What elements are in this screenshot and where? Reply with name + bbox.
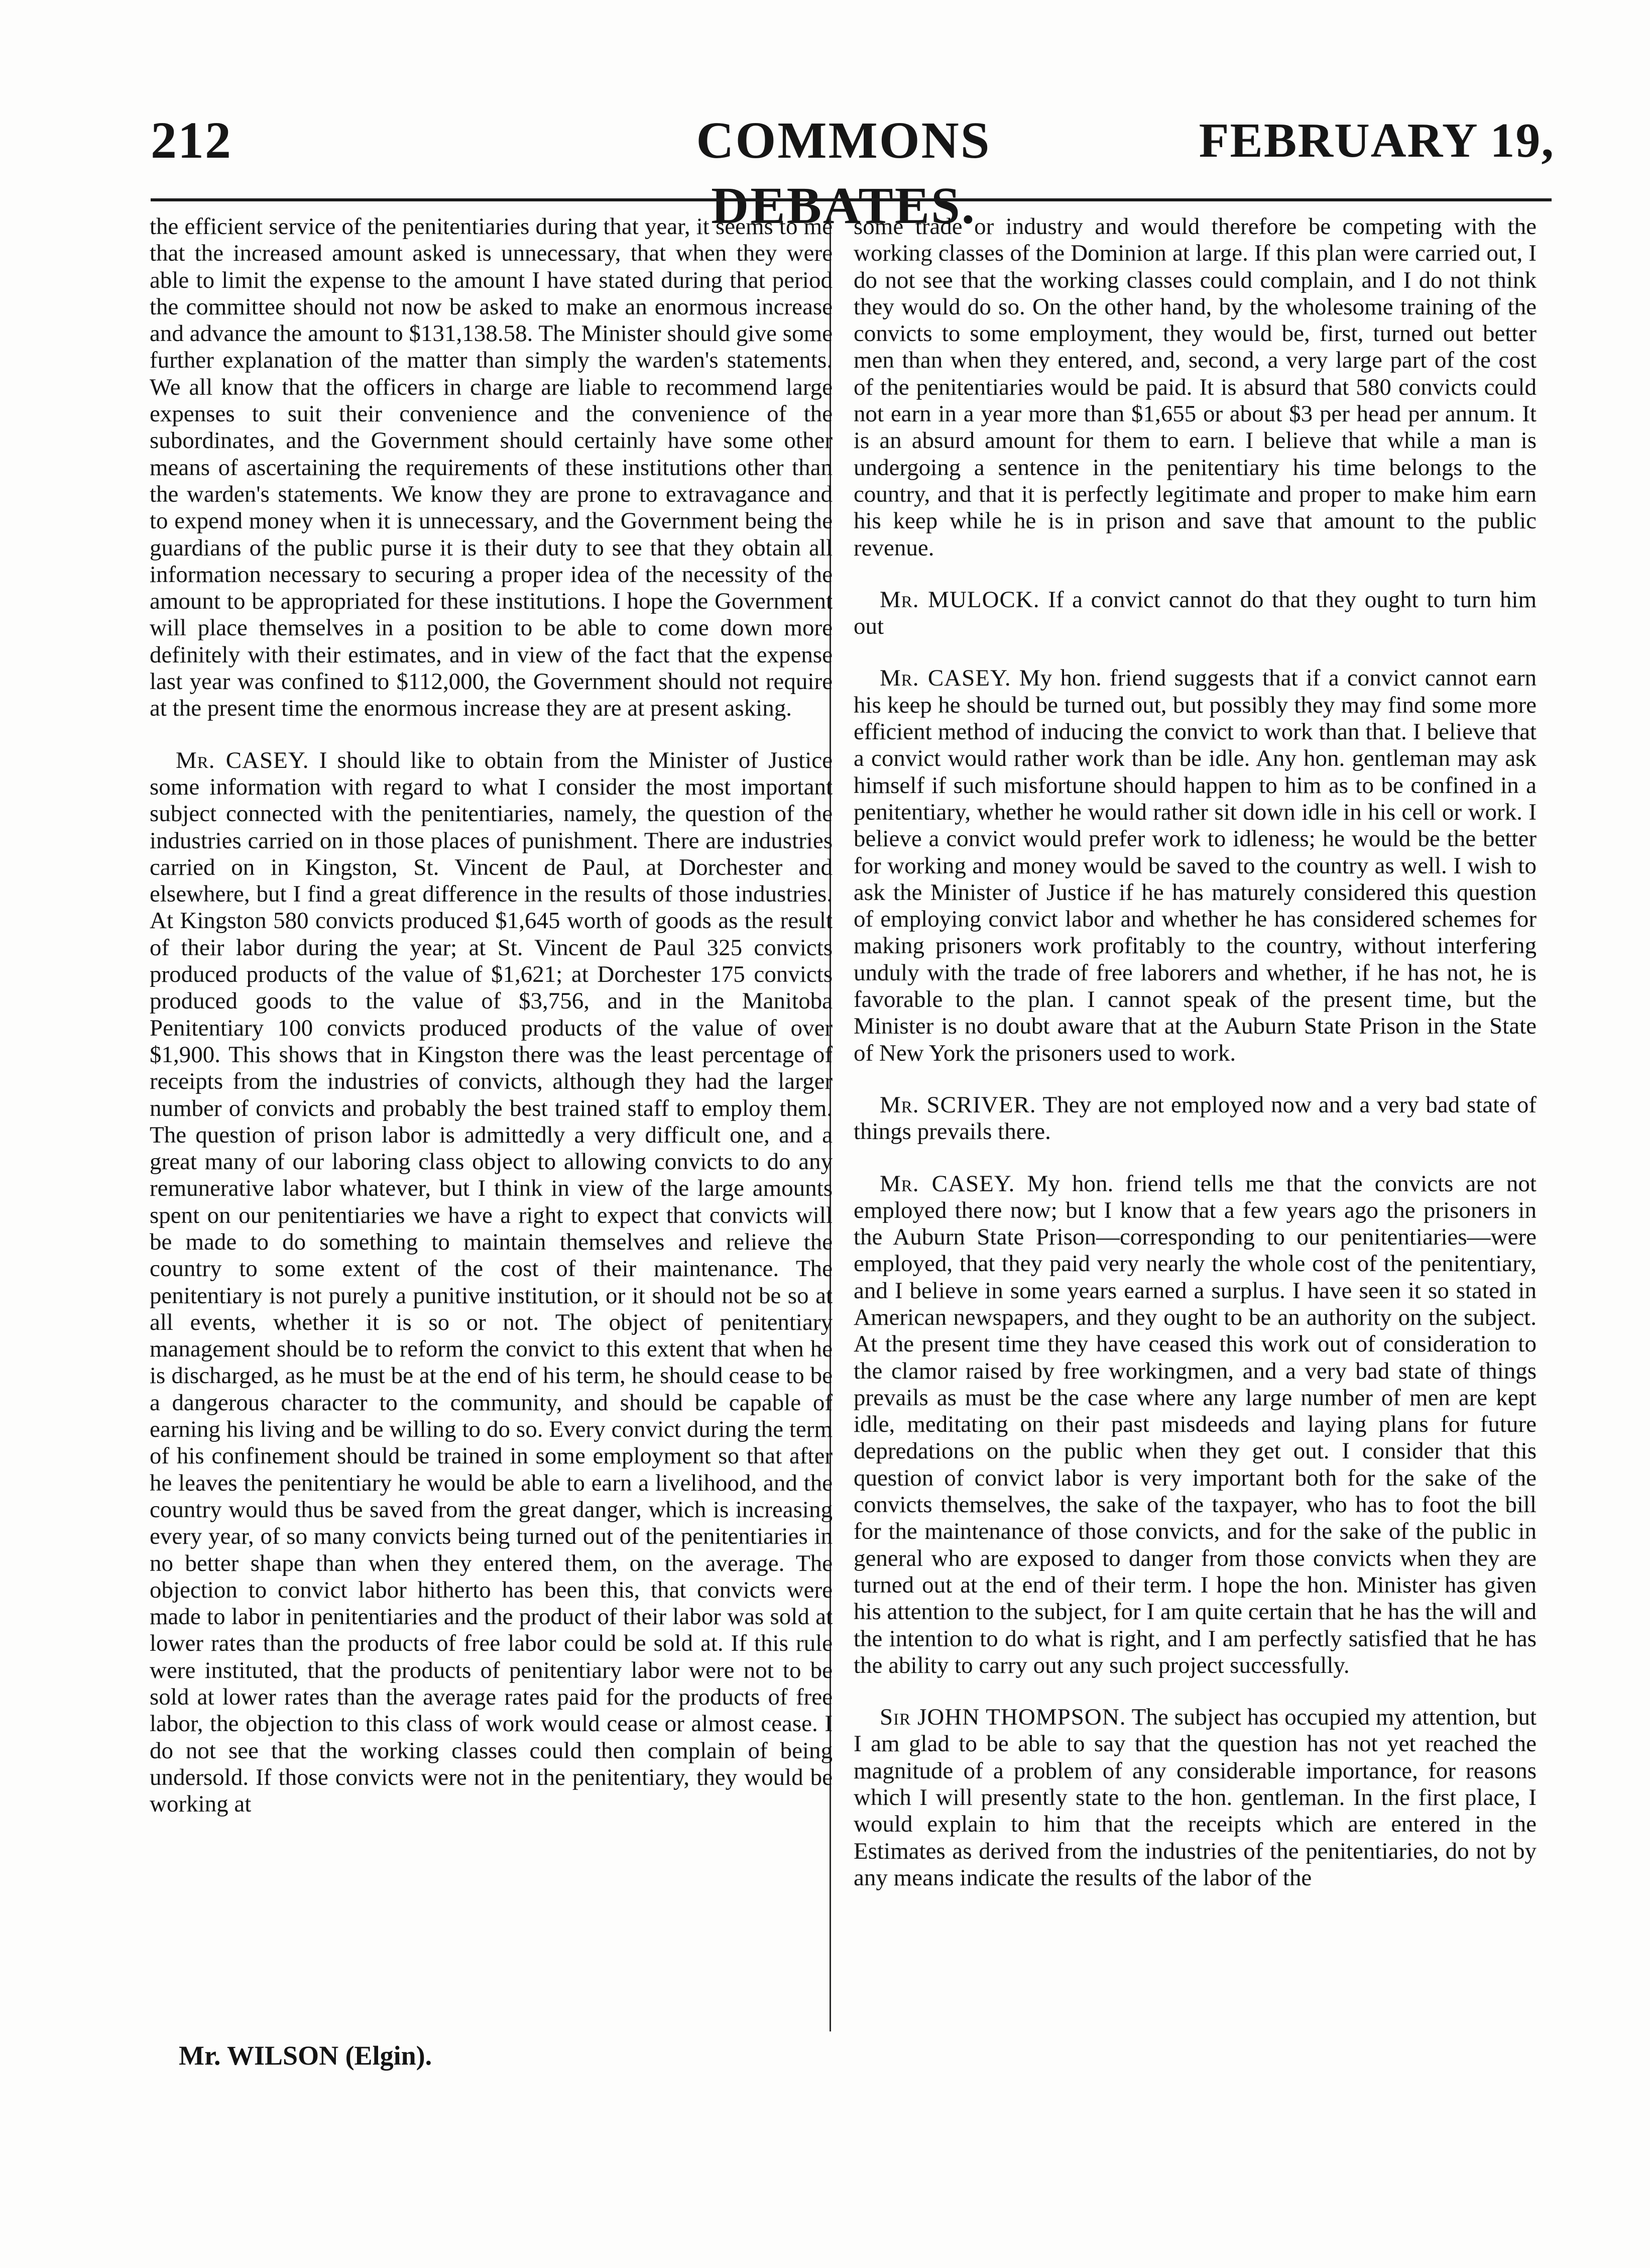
paragraph-text: They are not employed now and a very bad state of things prevails there. <box>854 1091 1537 1145</box>
paragraph-continuation <box>854 213 1537 561</box>
paragraph-text: If a convict cannot do that they ought to turn him out <box>854 586 1537 640</box>
speaker-name: Mr. CASEY. <box>880 1170 1015 1197</box>
speaker-name: Mr. CASEY. <box>880 665 1011 692</box>
footer-signature: Mr. WILSON (Elgin). <box>179 2040 432 2071</box>
page-date: FEBRUARY 19, <box>1199 114 1555 168</box>
paragraph-text: I should like to obtain from the Minister of Justice some information with regard to what I consider the most important subject connected with the penitentiaries, namely, the question of the industries carried on in those places of punishment. There are industries carried on in Kingston, St. Vincent de Paul, at Dorchester and elsewhere, but I find a great difference in the results of those industries. At Kingston 580 convicts produced $1,645 worth of goods as the result of their labor during the year; at St. Vincent de Paul 325 convicts produced products of the value of $1,621; at Dorchester 175 convicts produced goods to the value of $3,756, and in the Manitoba Penitentiary 100 convicts produced products of the value of over $1,900. This shows that in Kingston there was the least percentage of receipts from the industries of convicts, although they had the larger number of convicts and probably the best trained staff to employ them. The question of prison labor is admittedly a very difficult one, and a great many of our laboring class object to allowing convicts to do any remunerative labor whatever, but I think in view of the large amounts spent on our penitentiaries we have a right to expect that convicts will be made to do something to maintain themselves and relieve the country to some extent of the cost of their maintenance. The penitentiary is not purely a punitive institution, or it should not be so at all events, whether it is so or not. The object of penitentiary management should be to reform the convict to this extent that when he is discharged, as he must be at the end of his term, he should cease to be a dangerous character to the community, and should be capable of earning his living and be willing to do so. Every convict during the term of his confinement should be trained in some employment so that after he leaves the penitentiary he would be able to earn a livelihood, and the country would thus be saved from the great danger, which is increasing every year, of so many convicts being turned out of the penitentiaries in no better shape than when they entered them, on the average. The objection to convict labor hitherto has been this, that convicts were made to labor in penitentiaries and the product of their labor was sold at lower rates than the products of free labor could be sold at. If this rule were instituted, that the products of penitentiary labor were not to be sold at lower rates than the average rates paid for the products of free labor, the objection to this class of work would cease or almost cease. I do not see that the working classes could then complain of being undersold. If those convicts were not in the penitentiary, they would be working at <box>150 747 833 1818</box>
paragraph-casey-2 <box>854 665 1537 1066</box>
header-rule <box>151 198 1552 201</box>
paragraph-continuation <box>150 213 833 722</box>
paragraph-thompson <box>854 1704 1537 1891</box>
paragraph-text: the efficient service of the penitentiaries during that year, it seems to me that the increased amount asked is unnecessary, that when they were able to limit the expense to the amount I have stated during that period the committee should not now be asked to make an enormous increase and advance the amount to $131,138.58. The Minister should give some further explanation of the matter than simply the warden's statements. We all know that the officers in charge are liable to recommend large expenses to suit their convenience and the convenience of the subordinates, and the Government should certainly have some other means of ascertaining the requirements of these institutions other than the warden's statements. We know they are prone to extravagance and to expend money when it is unnecessary, and the Government being the guardians of the public purse it is their duty to see that they obtain all information necessary to securing a proper idea of the necessity of the amount to be appropriated for these institutions. I hope the Government will place themselves in a position to be able to come down more definitely with their estimates, and in view of the fact that the expense last year was confined to $112,000, the Government should not require at the present time the enormous increase they are at present asking. <box>150 213 833 722</box>
paragraph-text: some trade or industry and would therefore be competing with the working classes of the Dominion at large. If this plan were carried out, I do not see that the working classes could complain, and I do not think they would do so. On the other hand, by the wholesome training of the convicts to some employment, they would be, first, turned out better men than when they entered, and, second, a very large part of the cost of the penitentiaries would be paid. It is absurd that 580 convicts could not earn in a year more than $1,655 or about $3 per head per annum. It is an absurd amount for them to earn. I believe that while a man is undergoing a sentence in the penitentiary his time belongs to the country, and that it is perfectly legitimate and proper to make him earn his keep while he is in prison and save that amount to the public revenue. <box>854 213 1537 561</box>
speaker-name: Mr. SCRIVER. <box>880 1091 1036 1118</box>
paragraph-mulock <box>854 587 1537 640</box>
paragraph-casey-1 <box>150 747 833 1818</box>
left-column <box>150 213 833 1843</box>
paragraph-text: The subject has occupied my attention, but I am glad to be able to say that the question has not yet reached the magnitude of a problem of any considerable importance, for reasons which I will presently state to the hon. gentleman. In the first place, I would explain to him that the receipts which are entered in the Estimates as derived from the industries of the penitentiaries, do not by any means indicate the results of the labor of the <box>854 1704 1537 1891</box>
right-column <box>854 213 1537 1916</box>
page-title: COMMONS DEBATES. <box>696 111 991 235</box>
paragraph-scriver <box>854 1092 1537 1146</box>
page-number: 212 <box>151 111 232 169</box>
paragraph-text: My hon. friend suggests that if a convict cannot earn his keep he should be turned out, but possibly they may find some more efficient method of inducing the convict to work than that. I believe that a convict would rather work than be idle. Any hon. gentleman may ask himself if such misfortune should happen to him as to be confined in a penitentiary, whether he would rather sit down idle in his cell or work. I believe a convict would prefer work to idleness; he would be the better for working and money would be saved to the country as well. I wish to ask the Minister of Justice if he has maturely considered this question of employing convict labor and whether he has considered schemes for making prisoners work profitably to the country, without interfering unduly with the trade of free laborers and whether, if he has not, he is favorable to the plan. I cannot speak of the present time, but the Minister is no doubt aware that at the Auburn State Prison in the State of New York the prisoners used to work. <box>854 665 1537 1066</box>
speaker-name: Sir JOHN THOMPSON. <box>880 1704 1126 1731</box>
speaker-name: Mr. MULOCK. <box>880 586 1040 613</box>
paragraph-casey-3 <box>854 1171 1537 1679</box>
paragraph-text: My hon. friend tells me that the convicts are not employed there now; but I know that a few years ago the prisoners in the Auburn State Prison—corresponding to our penitentiaries—were employed, that they paid very nearly the whole cost of the penitentiary, and I believe in some years earned a surplus. I have seen it so stated in American newspapers, and they ought to be an authority on the subject. At the present time they have ceased this work out of consideration to the clamor raised by free workingmen, and a very bad state of things prevails as must be the case where any large number of men are kept idle, meditating on their past misdeeds and laying plans for future depredations on the public when they get out. I consider that this question of convict labor is very important both for the sake of the convicts themselves, the sake of the taxpayer, who has to foot the bill for the maintenance of those convicts, and for the sake of the public in general who are exposed to danger from those convicts when they are turned out at the end of their term. I hope the hon. Minister has given his attention to the subject, for I am quite certain that he has the will and the intention to do what is right, and I am perfectly satisfied that he has the ability to carry out any such project successfully. <box>854 1170 1537 1678</box>
speaker-name: Mr. CASEY. <box>176 747 309 773</box>
